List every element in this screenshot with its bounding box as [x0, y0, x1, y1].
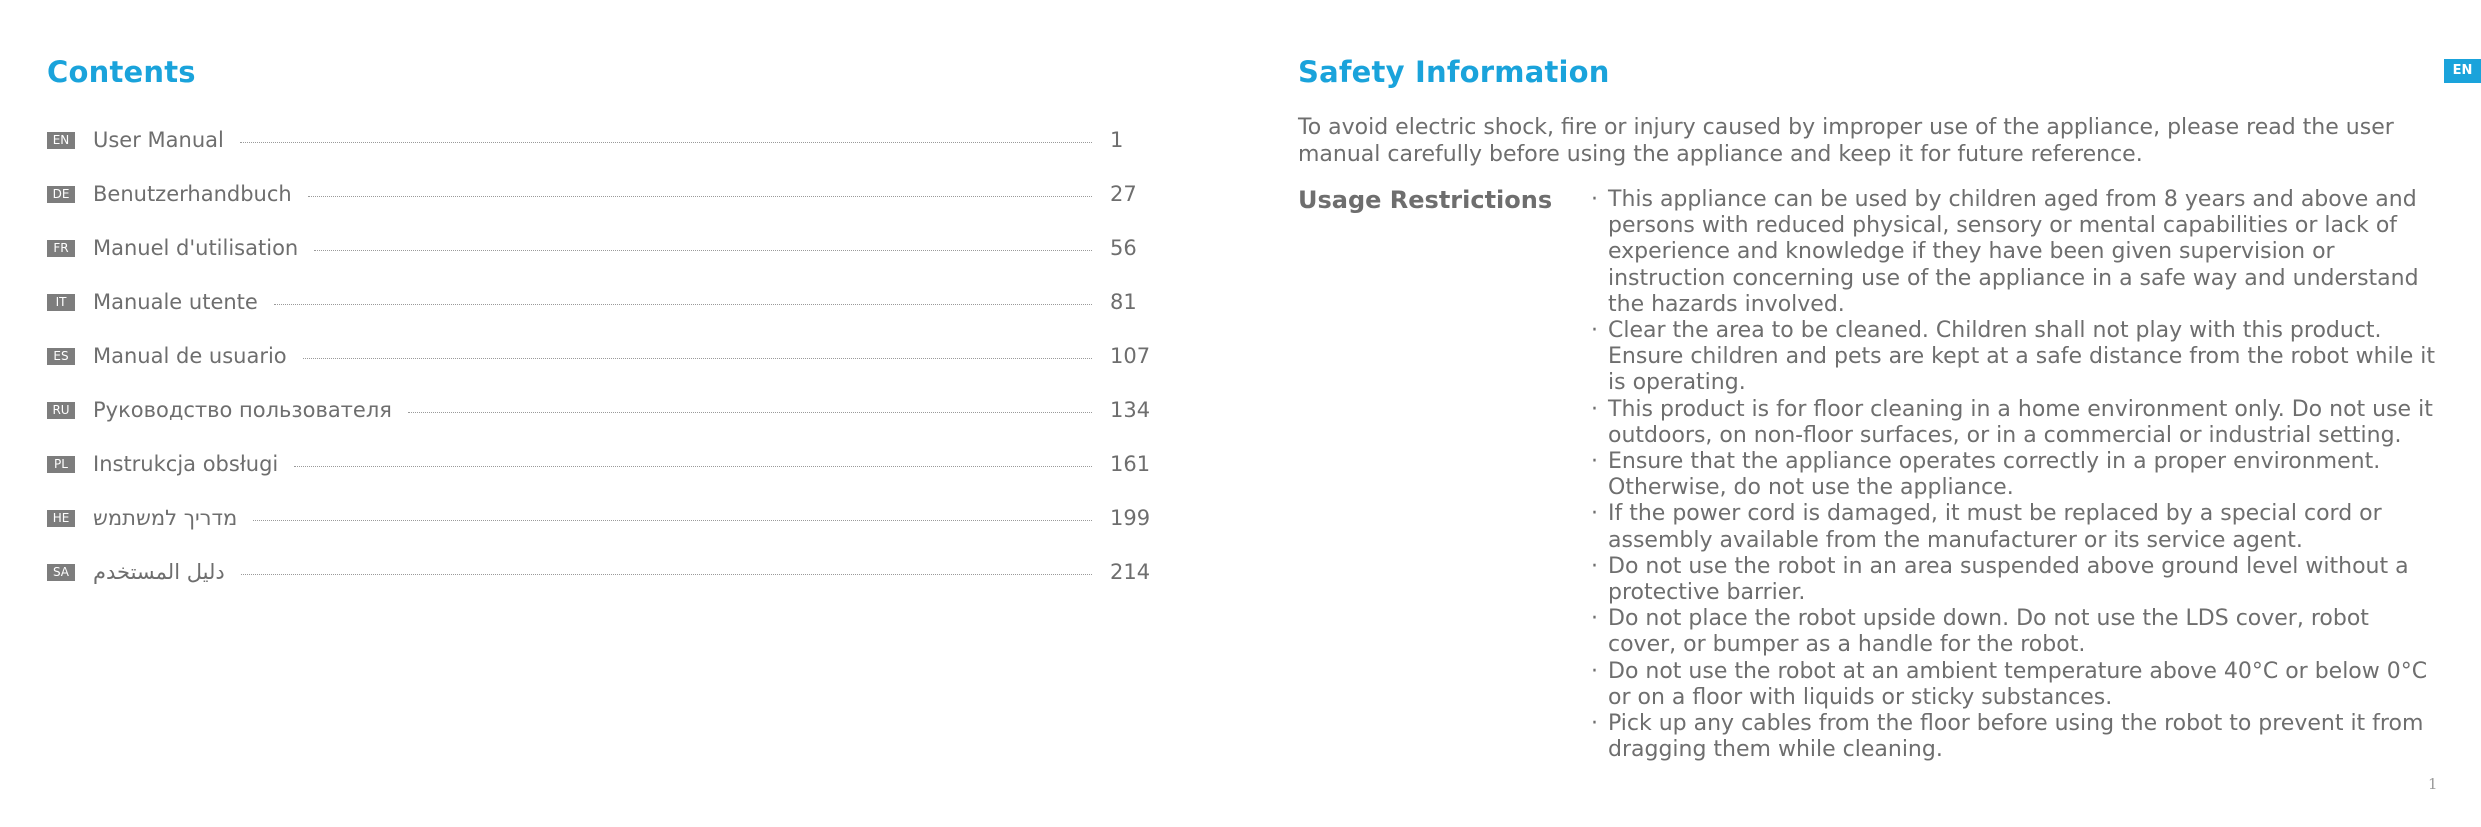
language-code-badge: ES — [47, 348, 75, 365]
dotted-leader — [253, 520, 1092, 521]
rule-text: Do not place the robot upside down. Do not use the LDS cover, robot cover, or bumper as a handle for the robot. — [1608, 606, 2369, 658]
usage-restrictions-list — [1591, 187, 2436, 763]
page-number: 1 — [2428, 775, 2438, 793]
toc-entry-title: Руководство пользователя — [93, 398, 392, 422]
toc-entry-ru[interactable] — [47, 383, 1165, 437]
toc-entry-es[interactable] — [47, 329, 1165, 383]
safety-heading: Safety Information — [1298, 55, 1610, 89]
list-item — [1591, 187, 2436, 318]
toc-entry-fr[interactable] — [47, 221, 1165, 275]
toc-entry-he[interactable] — [47, 491, 1165, 545]
safety-intro: To avoid electric shock, fire or injury caused by improper use of the appliance, please read the user manual carefully before using the appliance and keep it for future reference. — [1298, 115, 2394, 167]
list-item — [1591, 659, 2436, 711]
toc-entry-title: מדריך למשתמש — [93, 506, 238, 530]
language-code-badge: SA — [47, 564, 75, 581]
list-item — [1591, 711, 2436, 763]
toc-entry-title: User Manual — [93, 128, 224, 152]
rule-text: Ensure that the appliance operates correctly in a proper environment. Otherwise, do not use the appliance. — [1608, 449, 2381, 501]
language-code-badge: PL — [47, 456, 75, 473]
bullet: · — [1591, 396, 1598, 422]
bullet: · — [1591, 318, 1598, 344]
bullet: · — [1591, 658, 1598, 684]
dotted-leader — [303, 358, 1092, 359]
dotted-leader — [294, 466, 1092, 467]
toc-entry-title: دليل المستخدم — [93, 560, 225, 584]
dotted-leader — [240, 142, 1092, 143]
dotted-leader — [408, 412, 1092, 413]
toc-page-number: 81 — [1110, 290, 1137, 314]
toc-entry-title: Manuel d'utilisation — [93, 236, 299, 260]
list-item — [1591, 318, 2436, 397]
bullet: · — [1591, 606, 1598, 632]
bullet: · — [1591, 187, 1598, 212]
toc-page-number: 161 — [1110, 452, 1151, 476]
rule-text: Do not use the robot at an ambient temperature above 40°C or below 0°C or on a floor with liquids or sticky substances. — [1608, 658, 2428, 710]
contents-heading: Contents — [47, 55, 196, 89]
toc-entry-title: Instrukcja obsługi — [93, 452, 279, 476]
dotted-leader — [274, 304, 1092, 305]
rule-text: If the power cord is damaged, it must be replaced by a special cord or assembly available from the manufacturer or its service agent. — [1608, 501, 2382, 553]
list-item — [1591, 606, 2436, 658]
bullet: · — [1591, 501, 1598, 527]
language-tab-en: EN — [2444, 59, 2481, 83]
toc-entry-title: Benutzerhandbuch — [93, 182, 292, 206]
rule-text: This appliance can be used by children aged from 8 years and above and persons with reduced physical, sensory or mental capabilities or lack of experience and knowledge if they have been given supervision or instruction concerning use of the appliance in a safe way and understand the hazards involved. — [1608, 187, 2419, 317]
dotted-leader — [314, 250, 1092, 251]
usage-restrictions-label: Usage Restrictions — [1298, 186, 1553, 214]
list-item — [1591, 449, 2436, 501]
toc-page-number: 134 — [1110, 398, 1151, 422]
toc-page-number: 1 — [1110, 128, 1124, 152]
toc-page-number: 199 — [1110, 506, 1151, 530]
toc-entry-de[interactable] — [47, 167, 1165, 221]
toc-entry-title: Manual de usuario — [93, 344, 287, 368]
toc-entry-title: Manuale utente — [93, 290, 258, 314]
language-code-badge: RU — [47, 402, 75, 419]
toc-page-number: 107 — [1110, 344, 1151, 368]
toc-entry-en[interactable] — [47, 113, 1165, 167]
bullet: · — [1591, 449, 1598, 475]
toc-page-number: 214 — [1110, 560, 1151, 584]
rule-text: Clear the area to be cleaned. Children shall not play with this product. Ensure children and pets are kept at a safe distance from the robot while it is operating. — [1608, 318, 2435, 396]
language-code-badge: IT — [47, 294, 75, 311]
rule-text: Do not use the robot in an area suspended above ground level without a protective barrier. — [1608, 553, 2409, 606]
rule-text: Pick up any cables from the floor before using the robot to prevent it from dragging them while cleaning. — [1608, 711, 2424, 763]
toc-page-number: 27 — [1110, 182, 1137, 206]
table-of-contents — [47, 113, 1165, 599]
language-code-badge: HE — [47, 510, 75, 527]
list-item — [1591, 501, 2436, 553]
list-item — [1591, 554, 2436, 606]
dotted-leader — [308, 196, 1092, 197]
toc-entry-pl[interactable] — [47, 437, 1165, 491]
rule-text: This product is for floor cleaning in a home environment only. Do not use it outdoors, on non-floor surfaces, or in a commercial or industrial setting. — [1608, 396, 2433, 448]
language-code-badge: DE — [47, 186, 75, 203]
toc-page-number: 56 — [1110, 236, 1137, 260]
language-code-badge: FR — [47, 240, 75, 257]
toc-entry-sa[interactable] — [47, 545, 1165, 599]
toc-entry-it[interactable] — [47, 275, 1165, 329]
dotted-leader — [241, 574, 1092, 575]
bullet: · — [1591, 553, 1598, 579]
bullet: · — [1591, 711, 1598, 737]
language-code-badge: EN — [47, 132, 75, 149]
list-item — [1591, 397, 2436, 449]
